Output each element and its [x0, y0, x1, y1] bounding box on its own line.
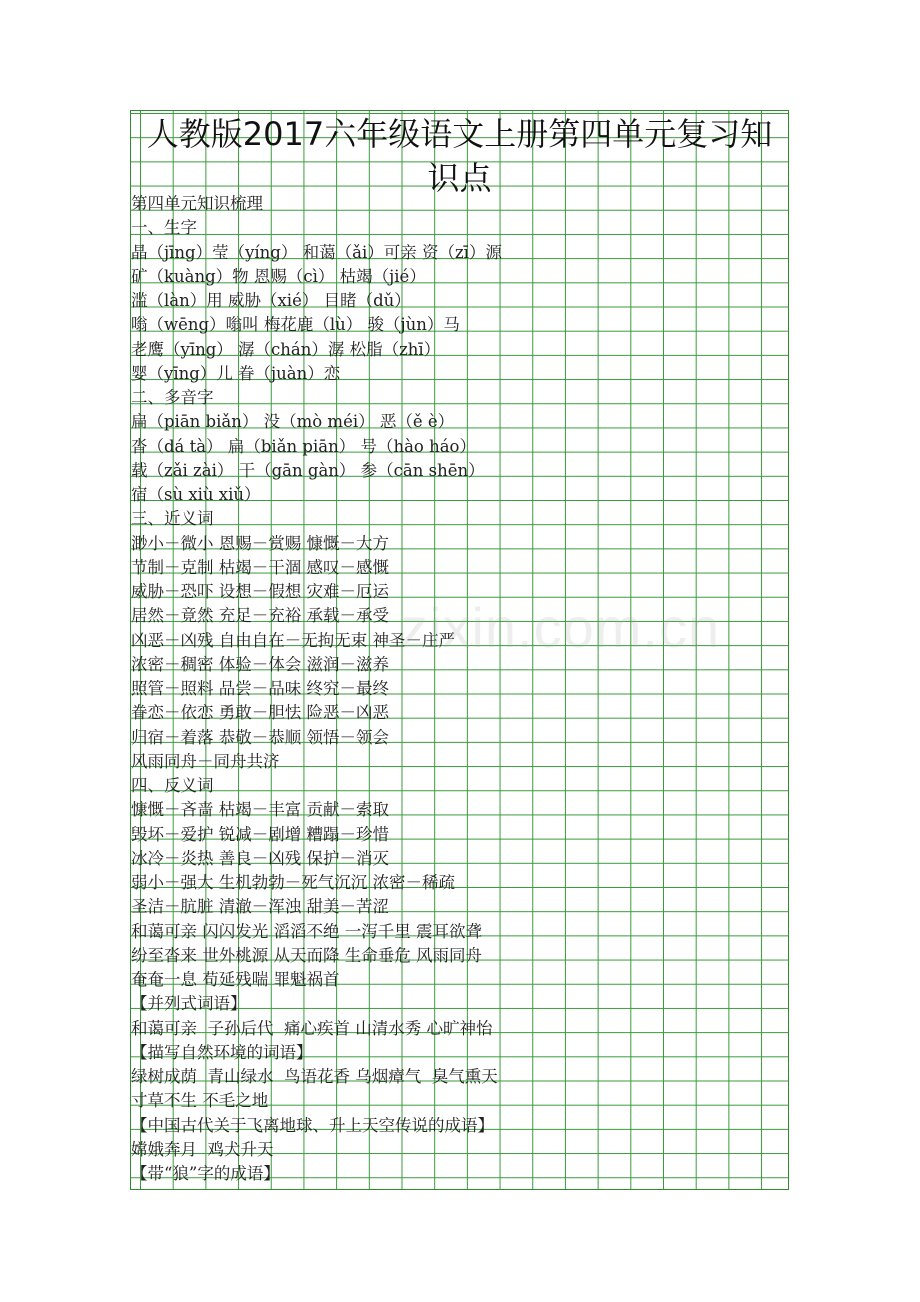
text-line: 凶恶－凶残 自由自在－无拘无束 神圣－庄严 — [131, 630, 455, 650]
text-line: 毁坏－爱护 锐减－剧增 糟蹋－珍惜 — [131, 824, 389, 844]
text-line: 一、生字 — [131, 218, 197, 238]
text-line: 三、近义词 — [131, 509, 214, 529]
text-line: 奄奄一息 苟延残喘 罪魁祸首 — [131, 970, 340, 989]
text-line: 绿树成荫 青山绿水 鸟语花香 乌烟瘴气 臭气熏天 — [131, 1067, 498, 1086]
text-line: 【中国古代关于飞离地球、升上天空传说的成语】 — [131, 1115, 494, 1135]
text-line: 居然－竟然 充足－充裕 承载－承受 — [131, 606, 389, 626]
document-title — [130, 112, 789, 200]
text-line: 浓密－稠密 体验－体会 滋润－滋养 — [131, 654, 389, 674]
text-line: 沓（dá tà） 扁（biǎn piān） 号（hào háo） — [131, 436, 476, 456]
text-line: 嗡（wēng）嗡叫 梅花鹿（lù） 骏（jùn）马 — [131, 315, 460, 335]
text-line: 扁（piān biǎn） 没（mò méi） 恶（ě è） — [131, 412, 455, 432]
text-line: 矿（kuàng）物 恩赐（cì） 枯竭（jié） — [131, 266, 426, 286]
text-line: 嫦娥奔月 鸡犬升天 — [131, 1139, 274, 1159]
text-line: 【带“狼”字的成语】 — [131, 1164, 280, 1183]
text-line: 滥（làn）用 威胁（xié） 目睹（dǔ） — [131, 291, 411, 310]
text-line: 二、多音字 — [131, 388, 214, 407]
text-line: 【并列式词语】 — [131, 994, 247, 1014]
text-line: 宿（sù xiù xiǔ） — [131, 485, 261, 504]
text-line: 节制－克制 枯竭－干涸 感叹－感慨 — [131, 557, 389, 577]
text-line: 寸草不生 不毛之地 — [131, 1091, 269, 1111]
text-line: 婴（yīng）儿 眷（juàn）恋 — [131, 363, 341, 383]
text-line: 眷恋－依恋 勇敢－胆怯 险恶－凶恶 — [131, 703, 389, 723]
text-line: 圣洁－肮脏 清澈－浑浊 甜美－苦涩 — [131, 897, 389, 917]
title-line-1: 人教版2017六年级语文上册第四单元复习知 — [146, 115, 773, 153]
text-line: 归宿－着落 恭敬－恭顺 领悟－领会 — [131, 727, 389, 747]
text-line: 威胁－恐吓 设想－假想 灾难－厄运 — [131, 582, 389, 601]
text-line: 和蔼可亲 闪闪发光 滔滔不绝 一泻千里 震耳欲聋 — [131, 921, 482, 941]
text-line: 和蔼可亲 子孙后代 痛心疾首 山清水秀 心旷神怡 — [131, 1018, 493, 1038]
text-line: 纷至沓来 世外桃源 从天而降 生命垂危 风雨同舟 — [131, 945, 482, 965]
text-line: 【描写自然环境的词语】 — [131, 1042, 313, 1062]
text-line: 慷慨－吝啬 枯竭－丰富 贡献－索取 — [131, 800, 389, 820]
title-line-2: 识点 — [427, 159, 492, 197]
text-line: 老鹰（yīng） 潺（chán）潺 松脂（zhī） — [131, 339, 441, 359]
text-line: 渺小－微小 恩赐－赏赐 慷慨－大方 — [131, 533, 389, 553]
content-lines — [131, 192, 787, 1186]
text-line: 弱小－强大 生机勃勃－死气沉沉 浓密－稀疏 — [131, 873, 455, 892]
text-line: 四、反义词 — [131, 776, 214, 795]
text-line: 晶（jīng）莹（yíng） 和蔼（ǎi）可亲 资（zī）源 — [131, 242, 502, 262]
text-line: 载（zǎi zài） 干（gān gàn） 参（cān shēn） — [131, 460, 485, 480]
text-line: 照管－照料 品尝－品味 终究－最终 — [131, 679, 389, 698]
text-line: 冰冷－炎热 善良－凶残 保护－消灭 — [131, 848, 389, 868]
text-line: 风雨同舟－同舟共济 — [131, 751, 280, 771]
text-line: 第四单元知识梳理 — [131, 194, 263, 213]
